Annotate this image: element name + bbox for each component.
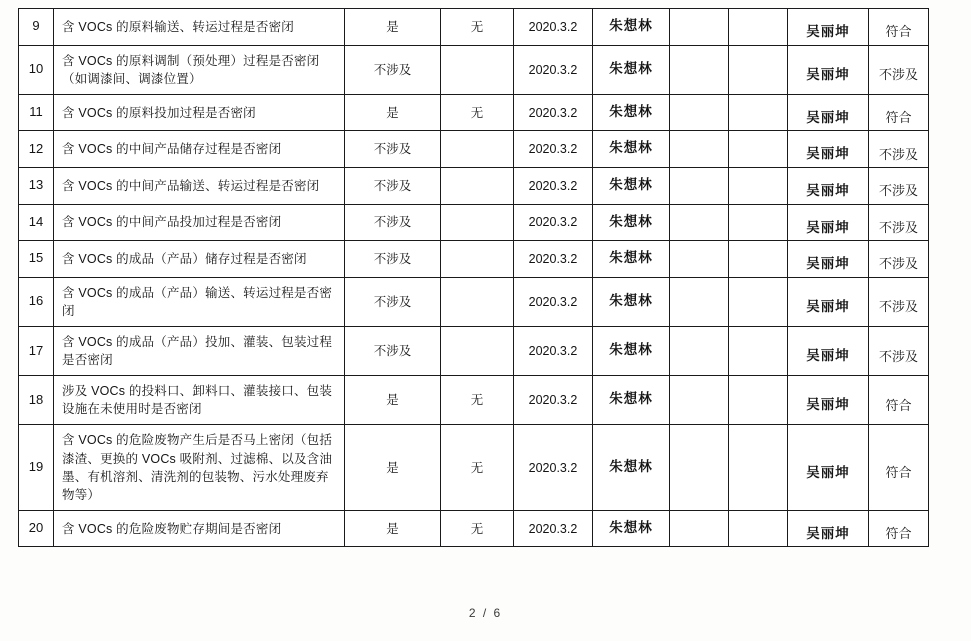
row-inspector: 朱想林	[609, 140, 653, 157]
row-inspector-cell	[593, 326, 670, 375]
row-item-cell	[54, 45, 345, 94]
row-closed-cell: 不涉及	[345, 45, 441, 94]
row-date-cell	[514, 94, 593, 131]
row-inspector-cell	[593, 376, 670, 425]
row-reviewer-signature: 吴丽坤	[806, 256, 850, 273]
row-inspector: 朱想林	[609, 250, 653, 267]
row-index-cell	[19, 326, 54, 375]
row-extra2-cell	[729, 204, 788, 241]
row-item-cell	[54, 376, 345, 425]
row-closed-cell: 不涉及	[345, 204, 441, 241]
row-reviewer-cell	[788, 9, 869, 46]
row-item-text: 含 VOCs 的中间产品输送、转运过程是否密闭	[62, 178, 320, 193]
row-abnormal-cell: 无	[441, 510, 514, 547]
row-result: 不涉及	[878, 219, 918, 235]
row-item-text: 含 VOCs 的原料投加过程是否密闭	[62, 105, 256, 120]
row-extra2-cell	[729, 45, 788, 94]
row-reviewer-signature: 吴丽坤	[806, 397, 850, 414]
row-date: 2020.3.2	[528, 105, 578, 120]
row-index: 15	[28, 250, 44, 266]
row-inspector: 朱想林	[609, 213, 653, 230]
row-abnormal-cell	[441, 326, 514, 375]
table-row[interactable]	[19, 9, 929, 46]
row-closed-cell: 不涉及	[345, 277, 441, 326]
row-result-cell	[869, 241, 929, 278]
row-reviewer-signature: 吴丽坤	[806, 109, 850, 126]
row-item-cell	[54, 131, 345, 168]
row-closed-cell: 是	[345, 510, 441, 547]
row-date-cell	[514, 131, 593, 168]
row-reviewer-cell	[788, 45, 869, 94]
table-body	[19, 9, 929, 547]
row-abnormal-cell: 无	[441, 425, 514, 511]
row-index-cell	[19, 241, 54, 278]
row-date-cell	[514, 425, 593, 511]
row-index: 18	[28, 391, 44, 407]
row-result: 符合	[885, 24, 912, 40]
row-result-cell	[869, 326, 929, 375]
inspection-form-sheet	[18, 8, 918, 547]
row-reviewer-signature: 吴丽坤	[806, 464, 850, 481]
table-row[interactable]	[19, 326, 929, 375]
row-abnormal-cell: 无	[441, 94, 514, 131]
row-extra2-cell	[729, 167, 788, 204]
row-extra2-cell	[729, 94, 788, 131]
row-item-text: 含 VOCs 的成品（产品）输送、转运过程是否密闭	[62, 285, 333, 318]
row-date-cell	[514, 376, 593, 425]
row-index: 12	[28, 140, 44, 156]
row-extra1-cell	[670, 326, 729, 375]
row-index-cell	[19, 204, 54, 241]
row-item-text: 含 VOCs 的原料调制（预处理）过程是否密闭（如调漆间、调漆位置）	[62, 53, 320, 86]
row-result: 不涉及	[878, 256, 918, 272]
table-row[interactable]	[19, 131, 929, 168]
row-abnormal-cell	[441, 277, 514, 326]
row-date: 2020.3.2	[528, 62, 578, 77]
row-closed-cell: 是	[345, 9, 441, 46]
row-date: 2020.3.2	[528, 393, 578, 408]
table-row[interactable]	[19, 94, 929, 131]
row-inspector: 朱想林	[609, 18, 653, 34]
row-inspector-cell	[593, 94, 670, 131]
row-reviewer-signature: 吴丽坤	[806, 66, 850, 83]
row-result-cell	[869, 9, 929, 46]
row-item-text: 含 VOCs 的中间产品储存过程是否密闭	[62, 142, 282, 157]
row-result: 不涉及	[878, 67, 918, 83]
row-date: 2020.3.2	[528, 215, 578, 230]
page-number: 2 / 6	[468, 606, 503, 620]
row-extra2-cell	[729, 376, 788, 425]
row-item-cell	[54, 94, 345, 131]
row-result-cell	[869, 131, 929, 168]
inspection-table	[18, 8, 929, 547]
row-reviewer-cell	[788, 425, 869, 511]
row-date-cell	[514, 9, 593, 46]
row-reviewer-signature: 吴丽坤	[806, 525, 850, 542]
row-abnormal-cell	[441, 204, 514, 241]
row-date-cell	[514, 277, 593, 326]
row-extra1-cell	[670, 425, 729, 511]
row-extra1-cell	[670, 204, 729, 241]
row-result-cell	[869, 425, 929, 511]
row-reviewer-cell	[788, 510, 869, 547]
row-reviewer-cell	[788, 94, 869, 131]
row-result: 不涉及	[878, 183, 918, 199]
row-date: 2020.3.2	[528, 521, 578, 536]
row-item-text: 含 VOCs 的成品（产品）储存过程是否密闭	[62, 251, 307, 266]
row-date-cell	[514, 204, 593, 241]
row-date: 2020.3.2	[528, 19, 578, 34]
row-item-cell	[54, 277, 345, 326]
row-closed-cell: 是	[345, 94, 441, 131]
row-result: 符合	[885, 465, 912, 481]
row-item-text: 含 VOCs 的成品（产品）投加、灌装、包装过程是否密闭	[62, 334, 333, 367]
row-closed-cell: 是	[345, 376, 441, 425]
row-extra1-cell	[670, 94, 729, 131]
row-closed-cell: 不涉及	[345, 167, 441, 204]
row-inspector: 朱想林	[609, 60, 653, 77]
row-inspector: 朱想林	[609, 292, 653, 309]
row-inspector-cell	[593, 204, 670, 241]
row-index-cell	[19, 131, 54, 168]
row-closed-cell: 不涉及	[345, 241, 441, 278]
row-item-text: 含 VOCs 的危险废物产生后是否马上密闭（包括漆渣、更换的 VOCs 吸附剂、过滤棉、以及含油墨、有机溶剂、清洗剂的包装物、污水处理废弃物等）	[62, 433, 333, 502]
row-item-cell	[54, 204, 345, 241]
row-extra1-cell	[670, 241, 729, 278]
row-closed-cell: 不涉及	[345, 326, 441, 375]
row-extra1-cell	[670, 376, 729, 425]
row-index-cell	[19, 9, 54, 46]
row-index-cell	[19, 45, 54, 94]
row-reviewer-signature: 吴丽坤	[806, 146, 850, 163]
table-row[interactable]	[19, 510, 929, 547]
row-index: 13	[28, 177, 44, 193]
row-reviewer-cell	[788, 204, 869, 241]
table-row[interactable]	[19, 376, 929, 425]
row-result: 不涉及	[878, 299, 918, 315]
row-index: 9	[32, 18, 40, 34]
row-result-cell	[869, 277, 929, 326]
row-date: 2020.3.2	[528, 294, 578, 309]
row-reviewer-signature: 吴丽坤	[806, 182, 850, 199]
row-index-cell	[19, 425, 54, 511]
row-closed-cell: 是	[345, 425, 441, 511]
row-reviewer-signature: 吴丽坤	[806, 219, 850, 236]
row-index: 11	[29, 104, 43, 120]
row-result-cell	[869, 94, 929, 131]
table-row[interactable]	[19, 45, 929, 94]
row-closed-cell: 不涉及	[345, 131, 441, 168]
row-inspector-cell	[593, 131, 670, 168]
row-item-text: 含 VOCs 的危险废物贮存期间是否密闭	[62, 521, 282, 536]
table-row[interactable]	[19, 425, 929, 511]
row-extra1-cell	[670, 45, 729, 94]
row-date-cell	[514, 326, 593, 375]
row-date-cell	[514, 45, 593, 94]
row-reviewer-cell	[788, 277, 869, 326]
row-abnormal-cell	[441, 241, 514, 278]
row-reviewer-signature: 吴丽坤	[806, 348, 850, 365]
row-index: 19	[28, 459, 44, 475]
row-index-cell	[19, 167, 54, 204]
row-index: 20	[28, 520, 44, 536]
row-item-text: 涉及 VOCs 的投料口、卸料口、灌装接口、包装设施在未使用时是否密闭	[62, 384, 333, 417]
row-inspector-cell	[593, 241, 670, 278]
row-inspector-cell	[593, 167, 670, 204]
row-item-cell	[54, 9, 345, 46]
row-reviewer-signature: 吴丽坤	[806, 298, 850, 315]
row-extra2-cell	[729, 425, 788, 511]
row-index: 17	[28, 342, 44, 358]
row-item-cell	[54, 167, 345, 204]
row-inspector: 朱想林	[609, 519, 653, 536]
row-extra2-cell	[729, 131, 788, 168]
row-date-cell	[514, 241, 593, 278]
row-reviewer-cell	[788, 376, 869, 425]
row-result-cell	[869, 376, 929, 425]
row-index-cell	[19, 94, 54, 131]
table-row[interactable]	[19, 277, 929, 326]
row-inspector-cell	[593, 9, 670, 46]
row-reviewer-cell	[788, 326, 869, 375]
row-date-cell	[514, 167, 593, 204]
row-date: 2020.3.2	[528, 343, 578, 358]
row-reviewer-cell	[788, 131, 869, 168]
row-item-text: 含 VOCs 的原料输送、转运过程是否密闭	[62, 19, 294, 34]
row-extra1-cell	[670, 167, 729, 204]
row-index: 16	[28, 293, 44, 309]
row-extra2-cell	[729, 277, 788, 326]
row-inspector-cell	[593, 277, 670, 326]
row-inspector: 朱想林	[609, 176, 653, 193]
row-inspector: 朱想林	[609, 458, 653, 475]
row-result-cell	[869, 45, 929, 94]
row-extra1-cell	[670, 131, 729, 168]
row-item-cell	[54, 326, 345, 375]
row-item-cell	[54, 241, 345, 278]
row-date: 2020.3.2	[528, 251, 578, 266]
row-abnormal-cell	[441, 167, 514, 204]
row-inspector: 朱想林	[609, 391, 653, 408]
row-index: 14	[28, 213, 44, 229]
row-date: 2020.3.2	[528, 142, 578, 157]
row-index-cell	[19, 510, 54, 547]
row-abnormal-cell: 无	[441, 376, 514, 425]
row-result: 不涉及	[878, 348, 918, 364]
row-reviewer-cell	[788, 167, 869, 204]
row-index-cell	[19, 277, 54, 326]
row-result: 符合	[885, 110, 912, 126]
row-extra1-cell	[670, 9, 729, 46]
row-extra2-cell	[729, 510, 788, 547]
row-item-cell	[54, 425, 345, 511]
row-inspector-cell	[593, 425, 670, 511]
row-extra1-cell	[670, 277, 729, 326]
row-result-cell	[869, 167, 929, 204]
row-date: 2020.3.2	[528, 178, 578, 193]
row-date: 2020.3.2	[528, 460, 578, 475]
row-inspector: 朱想林	[609, 342, 653, 359]
table-row[interactable]	[19, 241, 929, 278]
row-inspector-cell	[593, 510, 670, 547]
row-extra2-cell	[729, 326, 788, 375]
row-result-cell	[869, 510, 929, 547]
row-abnormal-cell	[441, 131, 514, 168]
row-inspector: 朱想林	[609, 103, 653, 120]
row-extra1-cell	[670, 510, 729, 547]
row-result: 不涉及	[878, 146, 918, 162]
row-item-cell	[54, 510, 345, 547]
row-item-text: 含 VOCs 的中间产品投加过程是否密闭	[62, 215, 282, 230]
row-date-cell	[514, 510, 593, 547]
row-result: 符合	[885, 526, 912, 542]
row-abnormal-cell	[441, 45, 514, 94]
row-index: 10	[28, 61, 44, 77]
row-result-cell	[869, 204, 929, 241]
row-index-cell	[19, 376, 54, 425]
row-result: 符合	[885, 397, 912, 413]
table-row[interactable]	[19, 204, 929, 241]
row-reviewer-cell	[788, 241, 869, 278]
row-abnormal-cell: 无	[441, 9, 514, 46]
row-extra2-cell	[729, 241, 788, 278]
row-reviewer-signature: 吴丽坤	[806, 24, 850, 40]
row-extra2-cell	[729, 9, 788, 46]
row-inspector-cell	[593, 45, 670, 94]
table-row[interactable]	[19, 167, 929, 204]
